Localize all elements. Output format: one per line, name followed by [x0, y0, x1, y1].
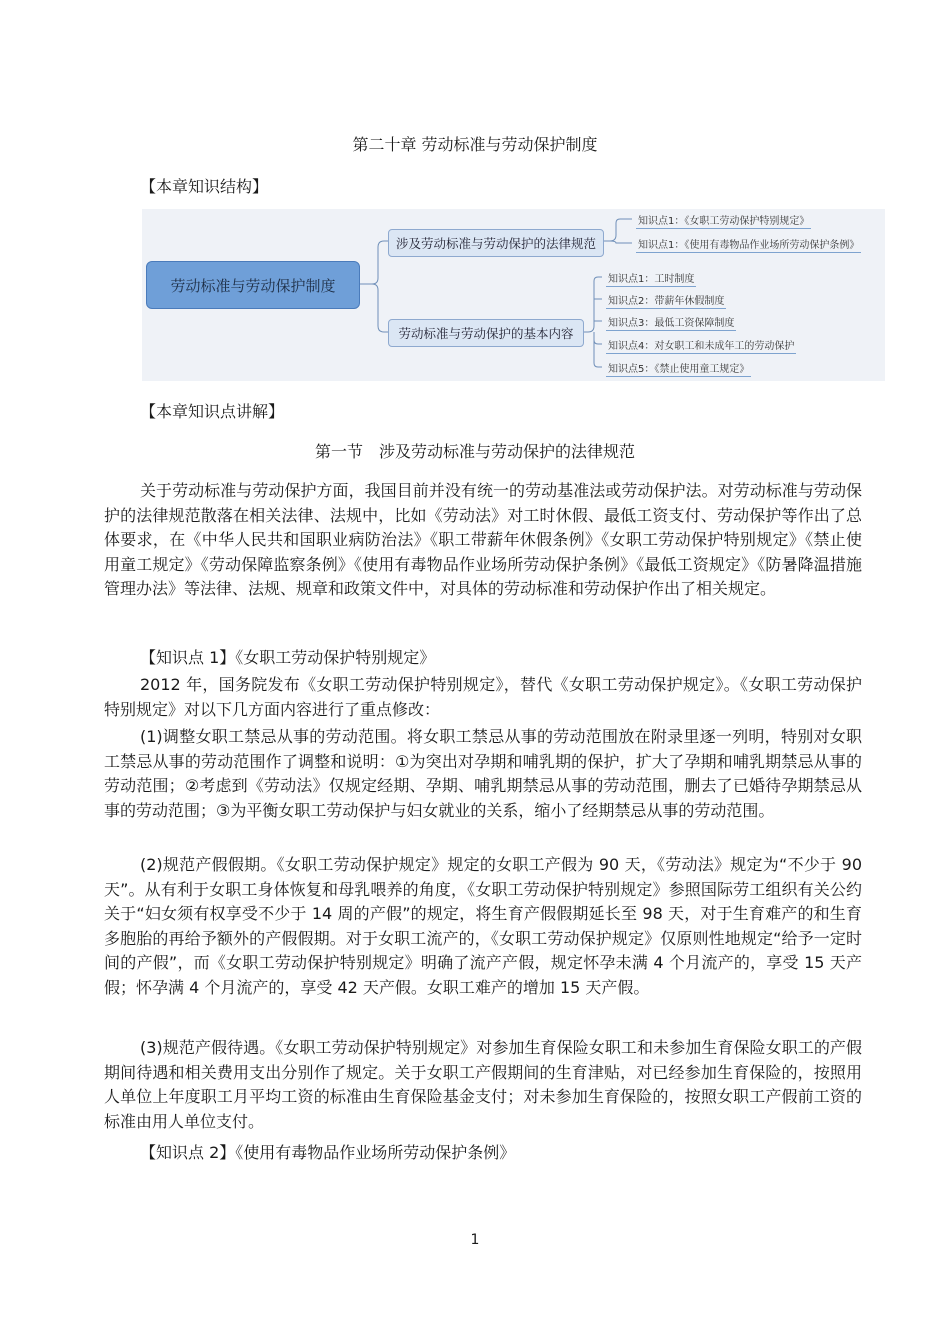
chapter-title: 第二十章 劳动标准与劳动保护制度	[352, 135, 598, 154]
mindmap-root-node: 劳动标准与劳动保护制度	[146, 261, 360, 309]
knowledge-point-1-heading: 【知识点 1】《女职工劳动保护特别规定》	[140, 648, 436, 667]
mindmap-leaf: 知识点1：《使用有毒物品作业场所劳动保护条例》	[636, 236, 861, 253]
mindmap-leaf: 知识点1：《女职工劳动保护特别规定》	[636, 212, 811, 229]
knowledge-point-2-heading: 【知识点 2】《使用有毒物品作业场所劳动保护条例》	[140, 1143, 516, 1162]
mindmap-leaf: 知识点1：工时制度	[606, 270, 696, 287]
page-number: 1	[470, 1232, 480, 1248]
mindmap-branch-legal-norms: 涉及劳动标准与劳动保护的法律规范	[388, 229, 604, 257]
kp1-intro-paragraph: 2012 年，国务院发布《女职工劳动保护特别规定》，替代《女职工劳动保护规定》。《女职工劳动保护特别规定》对以下几方面内容进行了重点修改：	[104, 675, 862, 719]
knowledge-structure-mindmap	[142, 209, 885, 381]
mindmap-leaf: 知识点2：带薪年休假制度	[606, 292, 726, 309]
mindmap-branch-basic-content: 劳动标准与劳动保护的基本内容	[388, 319, 584, 347]
item-1-paragraph: (1)调整女职工禁忌从事的劳动范围。将女职工禁忌从事的劳动范围放在附录里逐一列明，特别对女职工禁忌从事的劳动范围作了调整和说明：①为突出对孕期和哺乳期的保护，扩大了孕期和哺乳期禁忌从事的劳动范围；②考虑到《劳动法》仅规定经期、孕期、哺乳期禁忌从事的劳动范围，删去了已婚待孕期禁忌从事的劳动范围；③为平衡女职工劳动保护与妇女就业的关系，缩小了经期禁忌从事的劳动范围。	[104, 727, 862, 820]
item-2-paragraph: (2)规范产假假期。《女职工劳动保护规定》规定的女职工产假为 90 天，《劳动法》规定为“不少于 90 天”。从有利于女职工身体恢复和母乳喂养的角度，《女职工劳动保护特别规定》参照国际劳工组织有关公约关于“妇女须有权享受不少于 14 周的产假”的规定，将生育产假假期延长至 98 天，对于生育难产的和生育多胞胎的再给予额外的产假假期。对于女职工流产的，《女职工劳动保护规定》仅原则性地规定“给予一定时间的产假”，而《女职工劳动保护特别规定》明确了流产产假，规定怀孕未满 4 个月流产的，享受 15 天产假；怀孕满 4 个月流产的，享受 42 天产假。女职工难产的增加 15 天产假。	[104, 855, 862, 997]
structure-heading: 【本章知识结构】	[140, 177, 269, 196]
mindmap-leaf: 知识点4：对女职工和未成年工的劳动保护	[606, 337, 796, 354]
mindmap-leaf: 知识点3：最低工资保障制度	[606, 314, 736, 331]
mindmap-leaf: 知识点5：《禁止使用童工规定》	[606, 360, 751, 377]
intro-paragraph: 关于劳动标准与劳动保护方面，我国目前并没有统一的劳动基准法或劳动保护法。对劳动标准与劳动保护的法律规范散落在相关法律、法规中，比如《劳动法》对工时休假、最低工资支付、劳动保护等作出了总体要求，在《中华人民共和国职业病防治法》《职工带薪年休假条例》《女职工劳动保护特别规定》《禁止使用童工规定》《劳动保障监察条例》《使用有毒物品作业场所劳动保护条例》《最低工资规定》《防暑降温措施管理办法》等法律、法规、规章和政策文件中，对具体的劳动标准和劳动保护作出了相关规定。	[104, 481, 862, 599]
explain-heading: 【本章知识点讲解】	[140, 402, 285, 421]
section-title: 第一节 涉及劳动标准与劳动保护的法律规范	[314, 442, 635, 461]
item-3-paragraph: (3)规范产假待遇。《女职工劳动保护特别规定》对参加生育保险女职工和未参加生育保险女职工的产假期间待遇和相关费用支出分别作了规定。关于女职工产假期间的生育津贴，对已经参加生育保险的，按照用人单位上年度职工月平均工资的标准由生育保险基金支付；对未参加生育保险的，按照女职工产假前工资的标准由用人单位支付。	[104, 1038, 862, 1131]
